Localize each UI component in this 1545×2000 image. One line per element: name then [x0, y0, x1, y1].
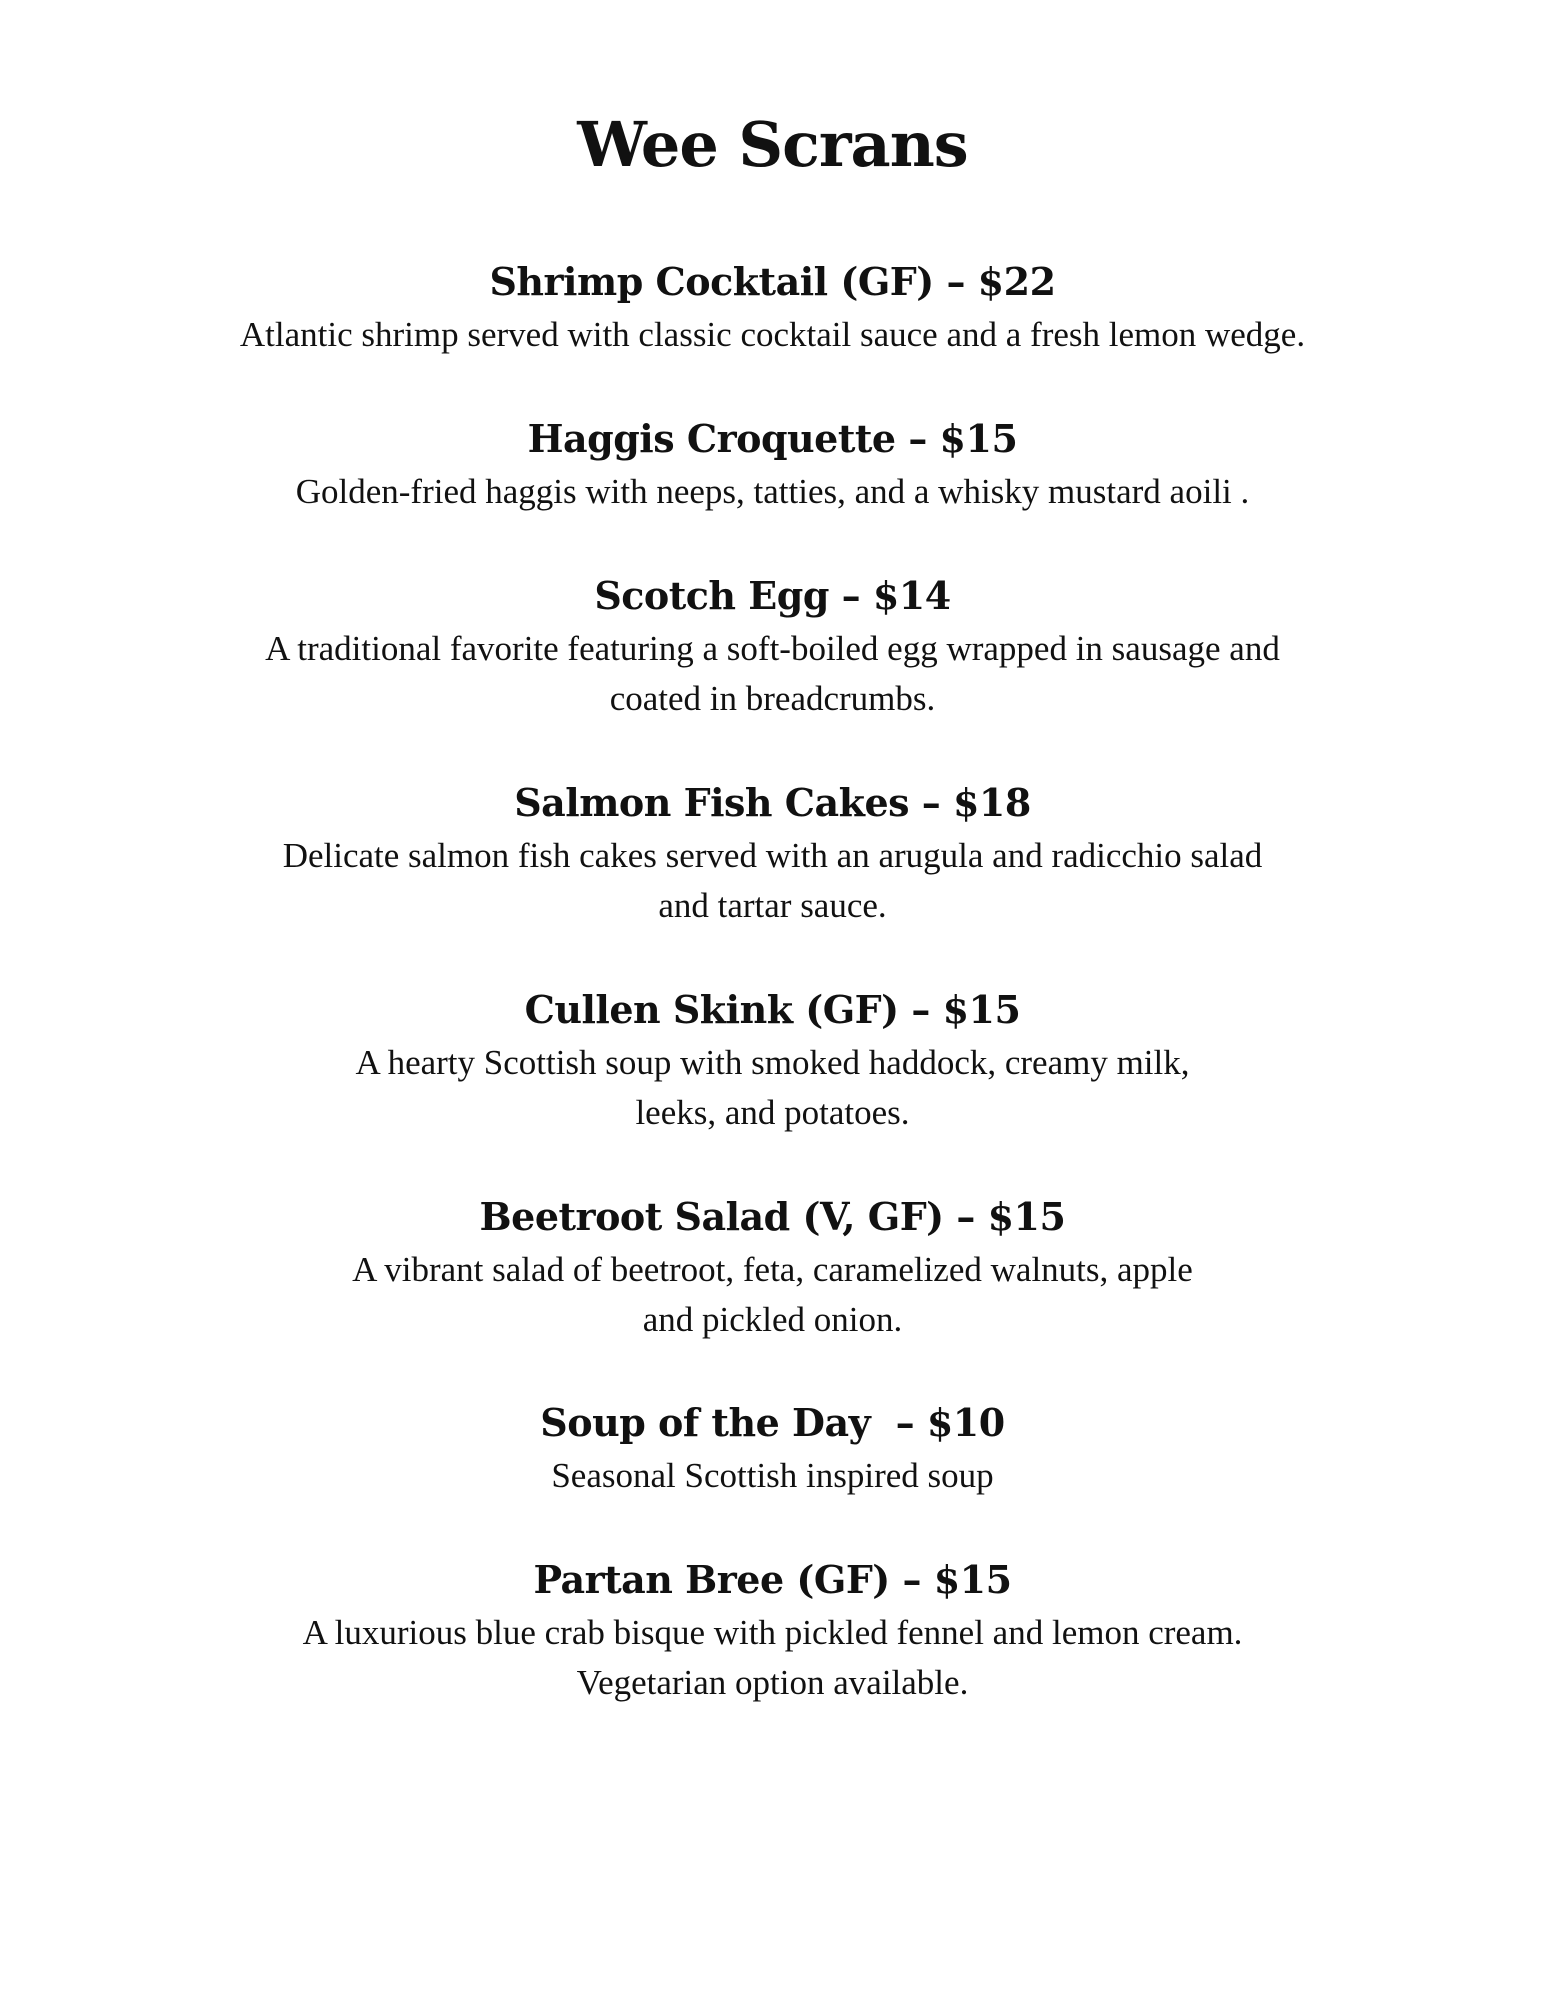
menu-item-partan-bree	[150, 1552, 1395, 1708]
description-line: and pickled onion.	[642, 1300, 903, 1339]
item-description	[150, 624, 1395, 724]
description-line: A luxurious blue crab bisque with pickled fennel and lemon cream.	[302, 1613, 1243, 1652]
menu-item-salmon-fish-cakes	[150, 775, 1395, 931]
item-description	[150, 831, 1395, 931]
description-line: Seasonal Scottish inspired soup	[551, 1456, 994, 1495]
item-name: Beetroot Salad (V, GF) – $15	[479, 1194, 1066, 1239]
item-name: Salmon Fish Cakes – $18	[514, 780, 1031, 825]
item-name: Shrimp Cocktail (GF) – $22	[489, 259, 1056, 304]
description-line: Delicate salmon fish cakes served with an arugula and radicchio salad	[282, 836, 1263, 875]
menu-title: Wee Scrans	[577, 108, 968, 181]
description-line: coated in breadcrumbs.	[609, 679, 936, 718]
description-line: Vegetarian option available.	[576, 1663, 969, 1702]
item-description	[150, 1245, 1395, 1345]
menu-item-beetroot-salad	[150, 1189, 1395, 1345]
description-line: A vibrant salad of beetroot, feta, caramelized walnuts, apple	[352, 1250, 1193, 1289]
menu-item-soup-of-the-day	[150, 1395, 1395, 1501]
description-line: Atlantic shrimp served with classic cocktail sauce and a fresh lemon wedge.	[239, 315, 1306, 354]
item-description	[150, 1608, 1395, 1708]
item-description	[150, 467, 1395, 517]
description-line: A hearty Scottish soup with smoked haddock, creamy milk,	[355, 1043, 1190, 1082]
menu-item-scotch-egg	[150, 568, 1395, 724]
description-line: and tartar sauce.	[658, 886, 887, 925]
item-description	[150, 310, 1395, 360]
description-line: leeks, and potatoes.	[635, 1093, 910, 1132]
item-name: Haggis Croquette – $15	[527, 416, 1018, 461]
menu-item-cullen-skink	[150, 982, 1395, 1138]
menu-item-shrimp-cocktail	[150, 254, 1395, 360]
menu-item-haggis-croquette	[150, 411, 1395, 517]
description-line: A traditional favorite featuring a soft-boiled egg wrapped in sausage and	[265, 629, 1280, 668]
item-name: Soup of the Day – $10	[540, 1400, 1005, 1445]
item-description	[150, 1451, 1395, 1501]
item-name: Scotch Egg – $14	[594, 573, 951, 618]
description-line: Golden-fried haggis with neeps, tatties, and a whisky mustard aoili .	[295, 472, 1250, 511]
item-description	[150, 1038, 1395, 1138]
item-name: Cullen Skink (GF) – $15	[524, 987, 1021, 1032]
item-name: Partan Bree (GF) – $15	[533, 1557, 1012, 1602]
